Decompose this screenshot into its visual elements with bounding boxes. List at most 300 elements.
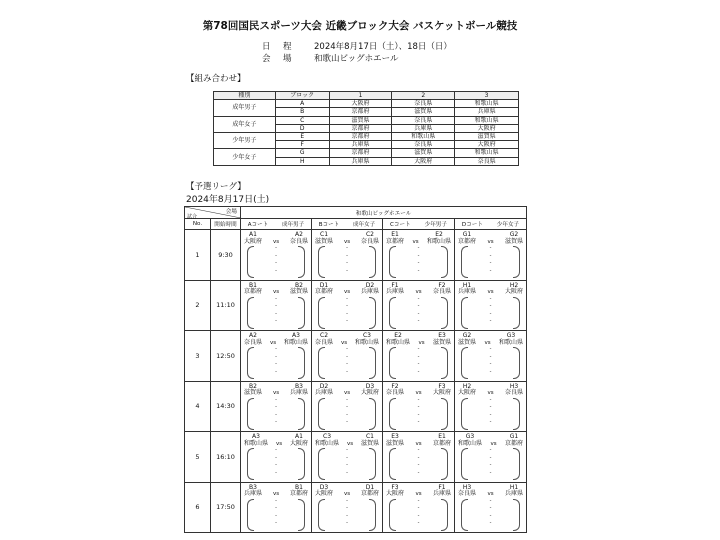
score-dash: - [275,295,277,302]
right-bracket [441,499,448,531]
team-name: 滋賀県 [244,389,263,396]
vs-label: vs [484,339,491,346]
court-header-d [455,219,527,230]
score-dash: - [417,447,420,453]
home-team [386,434,404,447]
match-cell [241,432,312,483]
team-name: 兵庫県 [244,490,263,497]
team-code: G2 [509,231,519,238]
team-code: E2 [435,231,443,238]
score-dash: - [489,252,492,259]
team-code: A1 [295,433,303,440]
prelim-date: 2024年8月17日(土) [186,195,270,205]
score-dash: - [346,469,348,476]
vs-label: vs [269,339,277,346]
score-dash: - [489,469,492,476]
match-teams [455,382,526,397]
right-bracket [298,347,305,379]
game-time: 11:10 [211,280,241,331]
combo-block: C [275,116,329,124]
score-dashes [490,398,492,426]
match-teams [241,382,311,397]
home-team [458,333,476,346]
home-team [244,232,262,245]
home-team [458,384,476,397]
match-cell [455,230,527,281]
left-bracket [461,297,468,329]
combo-team: 滋賀県 [392,108,455,116]
team-name: 大阪府 [289,439,308,447]
combination-table [213,91,519,166]
score-dash: - [275,411,277,418]
score-brackets [312,346,382,379]
match-teams [312,432,382,447]
team-code: A2 [249,332,257,339]
team-code: E1 [391,231,399,238]
score-dashes [418,297,420,325]
right-bracket [513,347,520,379]
score-dash: - [275,353,277,360]
combo-team: 奈良県 [392,116,455,124]
right-bracket [369,347,376,379]
score-dash: - [346,245,348,251]
score-dash: - [417,295,420,302]
combo-block: A [275,100,329,108]
match [455,432,526,482]
score-brackets [241,447,311,480]
match-teams [241,432,311,447]
score-dash: - [275,419,277,426]
game-time: 12:50 [211,331,241,382]
team-code: H3 [509,382,519,390]
left-bracket [318,448,325,480]
team-code: H2 [462,382,472,390]
match-cell [455,381,527,432]
score-brackets [455,447,526,480]
team-code: D1 [365,483,375,491]
score-dash: - [275,303,277,310]
combo-team: 大阪府 [329,100,392,108]
date-value: 2024年8月17日（土）、18日（日） [314,42,452,52]
match-teams [383,382,454,397]
right-bracket [441,398,448,430]
score-dash: - [417,318,420,325]
score-dash: - [489,361,492,368]
team-name: 大阪府 [244,237,263,245]
away-team [361,232,379,245]
combo-team: 滋賀県 [392,149,455,157]
score-dash: - [489,245,492,251]
home-team [386,232,404,245]
score-dash: - [417,396,420,403]
match-cell [383,280,455,331]
home-team [386,384,404,397]
combo-team: 京都府 [329,124,392,132]
match-teams [312,230,382,245]
match [312,331,382,381]
home-team [244,434,268,447]
score-dash: - [346,419,348,426]
match-cell [241,230,312,281]
combo-team: 奈良県 [455,157,519,165]
home-team [458,283,476,296]
right-bracket [298,448,305,480]
combo-team: 和歌山県 [392,132,455,140]
score-dashes [490,448,492,476]
score-dash: - [275,454,277,461]
score-dash: - [275,520,277,527]
score-dash: - [275,260,277,267]
match-cell [455,280,527,331]
home-team [458,485,476,498]
right-bracket [369,297,376,329]
score-dashes [418,499,420,527]
team-name: 大阪府 [458,389,477,396]
team-name: 兵庫県 [360,288,379,295]
team-code: G1 [509,433,519,440]
away-team [433,485,451,498]
match-cell [312,381,383,432]
team-code: A3 [252,433,260,440]
score-brackets [241,397,311,430]
home-team [458,232,476,245]
match [312,432,382,482]
match-cell [241,280,312,331]
combo-header: 種別 [214,92,276,100]
combo-team: 滋賀県 [329,116,392,124]
right-bracket [369,246,376,278]
match-cell [455,331,527,382]
home-team [315,333,333,346]
venue-label: 会 場 [262,54,294,64]
team-code: C1 [365,433,374,440]
team-name: 大阪府 [505,288,524,295]
home-team [458,434,482,447]
score-dash: - [275,361,277,368]
left-bracket [461,398,468,430]
match-teams [455,230,526,245]
team-name: 京都府 [386,237,405,245]
team-name: 大阪府 [360,389,379,396]
game-row [185,331,527,382]
team-code: B1 [249,281,257,289]
right-bracket [298,398,305,430]
match-teams [241,483,311,498]
score-dash: - [489,346,492,352]
team-code: C2 [365,231,374,238]
vs-label: vs [487,238,494,245]
score-dashes [346,246,348,274]
score-dashes [418,398,420,426]
team-name: 奈良県 [432,288,451,295]
vs-label: vs [275,440,283,447]
combo-team: 兵庫県 [455,108,519,116]
away-team [505,434,523,447]
score-dash: - [417,411,420,418]
score-brackets [312,498,382,531]
left-bracket [389,448,396,480]
score-dash: - [275,404,277,411]
team-code: B2 [249,382,257,390]
right-bracket [513,499,520,531]
match-teams [241,230,311,245]
score-brackets [241,296,311,329]
vs-label: vs [415,491,422,497]
team-name: 滋賀県 [505,237,524,245]
court-category: 少年女子 [496,222,520,228]
home-team [315,232,333,245]
score-dash: - [489,411,492,418]
score-dash: - [346,447,348,453]
match-teams [241,281,311,296]
team-name: 京都府 [289,490,308,497]
right-bracket [298,246,305,278]
score-dash: - [275,318,277,325]
score-brackets [383,296,454,329]
team-code: C1 [320,231,329,238]
home-team [244,283,262,296]
combo-team: 兵庫県 [329,141,392,149]
match-cell [383,331,455,382]
team-name: 京都府 [505,439,524,447]
away-team [355,333,379,346]
right-bracket [513,398,520,430]
game-time: 9:30 [211,230,241,281]
score-dashes [346,499,348,527]
away-team [433,384,451,397]
match-teams [241,331,311,346]
away-team [433,283,451,296]
court-name: Aコート [247,222,269,228]
left-bracket [389,499,396,531]
away-team [361,283,379,296]
no-header [185,214,211,230]
score-dash: - [417,310,420,317]
team-name: 滋賀県 [289,288,308,295]
team-name: 兵庫県 [386,288,405,295]
team-name: 兵庫県 [315,389,334,396]
combo-header: 2 [392,92,455,100]
score-dashes [490,246,492,274]
score-dash: - [417,520,420,527]
left-bracket [389,347,396,379]
team-name: 和歌山県 [386,338,411,346]
team-code: C3 [323,433,332,440]
score-dash: - [489,512,492,519]
score-dash: - [346,267,348,274]
combo-block: F [275,141,329,149]
team-code: F2 [391,382,399,390]
away-team [290,485,308,498]
court-category: 成年男子 [281,222,305,228]
vs-label: vs [487,390,494,396]
match-teams [455,483,526,498]
score-brackets [312,397,382,430]
match [241,483,311,533]
score-dash: - [489,318,492,325]
home-team [386,283,404,296]
score-dash: - [417,368,420,375]
right-bracket [369,398,376,430]
venue-value: 和歌山ビッグホエール [314,54,399,64]
team-name: 和歌山県 [499,338,524,346]
right-bracket [441,347,448,379]
combo-block: G [275,149,329,157]
team-code: D3 [319,483,329,491]
team-code: B3 [249,483,257,491]
game-number: 6 [185,482,211,533]
left-bracket [318,297,325,329]
match [241,382,311,432]
combo-team: 大阪府 [455,141,519,149]
combo-team: 兵庫県 [329,157,392,165]
right-bracket [513,246,520,278]
match [241,331,311,381]
combo-block: H [275,157,329,165]
combo-team: 大阪府 [392,157,455,165]
match-teams [455,331,526,346]
match [455,483,526,533]
vs-label: vs [415,289,422,295]
score-brackets [383,245,454,278]
left-bracket [318,499,325,531]
combo-row [214,149,519,157]
score-dash: - [275,368,277,375]
team-name: 和歌山県 [244,439,269,447]
score-brackets [455,245,526,278]
combo-header-row [214,92,519,100]
match [455,331,526,381]
score-dash: - [275,447,277,453]
vs-label: vs [272,491,280,497]
match [312,382,382,432]
match-teams [455,432,526,447]
right-bracket [513,448,520,480]
score-dash: - [489,353,492,360]
combo-team: 奈良県 [392,141,455,149]
combo-team: 滋賀県 [455,132,519,140]
team-code: C3 [362,332,371,339]
team-name: 滋賀県 [386,439,405,447]
venue-name-cell: 和歌山ビッグホエール [241,207,527,219]
score-brackets [383,397,454,430]
score-brackets [312,296,382,329]
match-cell [383,230,455,281]
score-dash: - [489,303,492,310]
score-brackets [312,245,382,278]
team-code: H1 [462,281,472,289]
team-code: E3 [391,433,399,440]
game-time: 16:10 [211,432,241,483]
home-team [386,485,404,498]
game-row [185,381,527,432]
match-teams [383,483,454,498]
away-team [433,434,451,447]
combo-team: 奈良県 [392,100,455,108]
match-cell [383,482,455,533]
game-time: 17:50 [211,482,241,533]
combo-header: 1 [329,92,392,100]
combo-team: 京都府 [329,132,392,140]
date-row [262,40,452,52]
vs-label: vs [487,289,494,295]
score-dash: - [346,520,348,527]
team-name: 大阪府 [386,490,405,497]
away-team [284,333,308,346]
vs-label: vs [490,440,497,447]
match [312,230,382,280]
away-team [433,333,451,346]
vs-label: vs [272,238,280,245]
match-teams [312,331,382,346]
score-brackets [383,447,454,480]
schedule-table [184,206,527,533]
score-dashes [275,246,277,274]
game-number: 4 [185,381,211,432]
team-name: 滋賀県 [360,439,379,447]
score-dashes [490,297,492,325]
score-dashes [275,499,277,527]
game-row [185,230,527,281]
team-code: D3 [365,382,375,390]
game-number: 1 [185,230,211,281]
team-name: 兵庫県 [432,490,451,497]
away-team [361,434,379,447]
match-teams [455,281,526,296]
team-name: 和歌山県 [458,439,483,447]
team-name: 滋賀県 [458,338,477,346]
team-name: 奈良県 [289,237,308,245]
score-dash: - [346,295,348,302]
team-code: B1 [295,483,303,491]
score-dash: - [417,267,420,274]
team-code: A3 [292,332,300,339]
home-team [244,333,262,346]
team-code: E3 [438,332,446,339]
score-dash: - [417,260,420,267]
court-name: Bコート [318,222,340,228]
vs-label: vs [343,491,351,497]
score-brackets [241,346,311,379]
team-code: E2 [394,332,402,339]
score-dash: - [417,454,420,461]
score-dashes [275,297,277,325]
score-dashes [275,347,277,375]
left-bracket [389,297,396,329]
score-dash: - [346,404,348,411]
score-dash: - [346,497,348,504]
team-name: 兵庫県 [458,288,477,295]
match-cell [241,381,312,432]
team-name: 奈良県 [386,389,405,396]
team-name: 奈良県 [458,490,477,497]
combo-category: 少年男子 [214,132,276,148]
combo-category: 成年女子 [214,116,276,132]
vs-label: vs [340,339,348,346]
team-code: E1 [438,433,446,440]
score-dash: - [489,447,492,453]
team-name: 京都府 [432,439,451,447]
match [455,281,526,331]
score-dashes [346,448,348,476]
left-bracket [247,448,254,480]
right-bracket [441,297,448,329]
court-name: Dコート [461,222,483,228]
match-cell [383,381,455,432]
away-team [499,333,523,346]
combo-row [214,116,519,124]
right-bracket [513,297,520,329]
